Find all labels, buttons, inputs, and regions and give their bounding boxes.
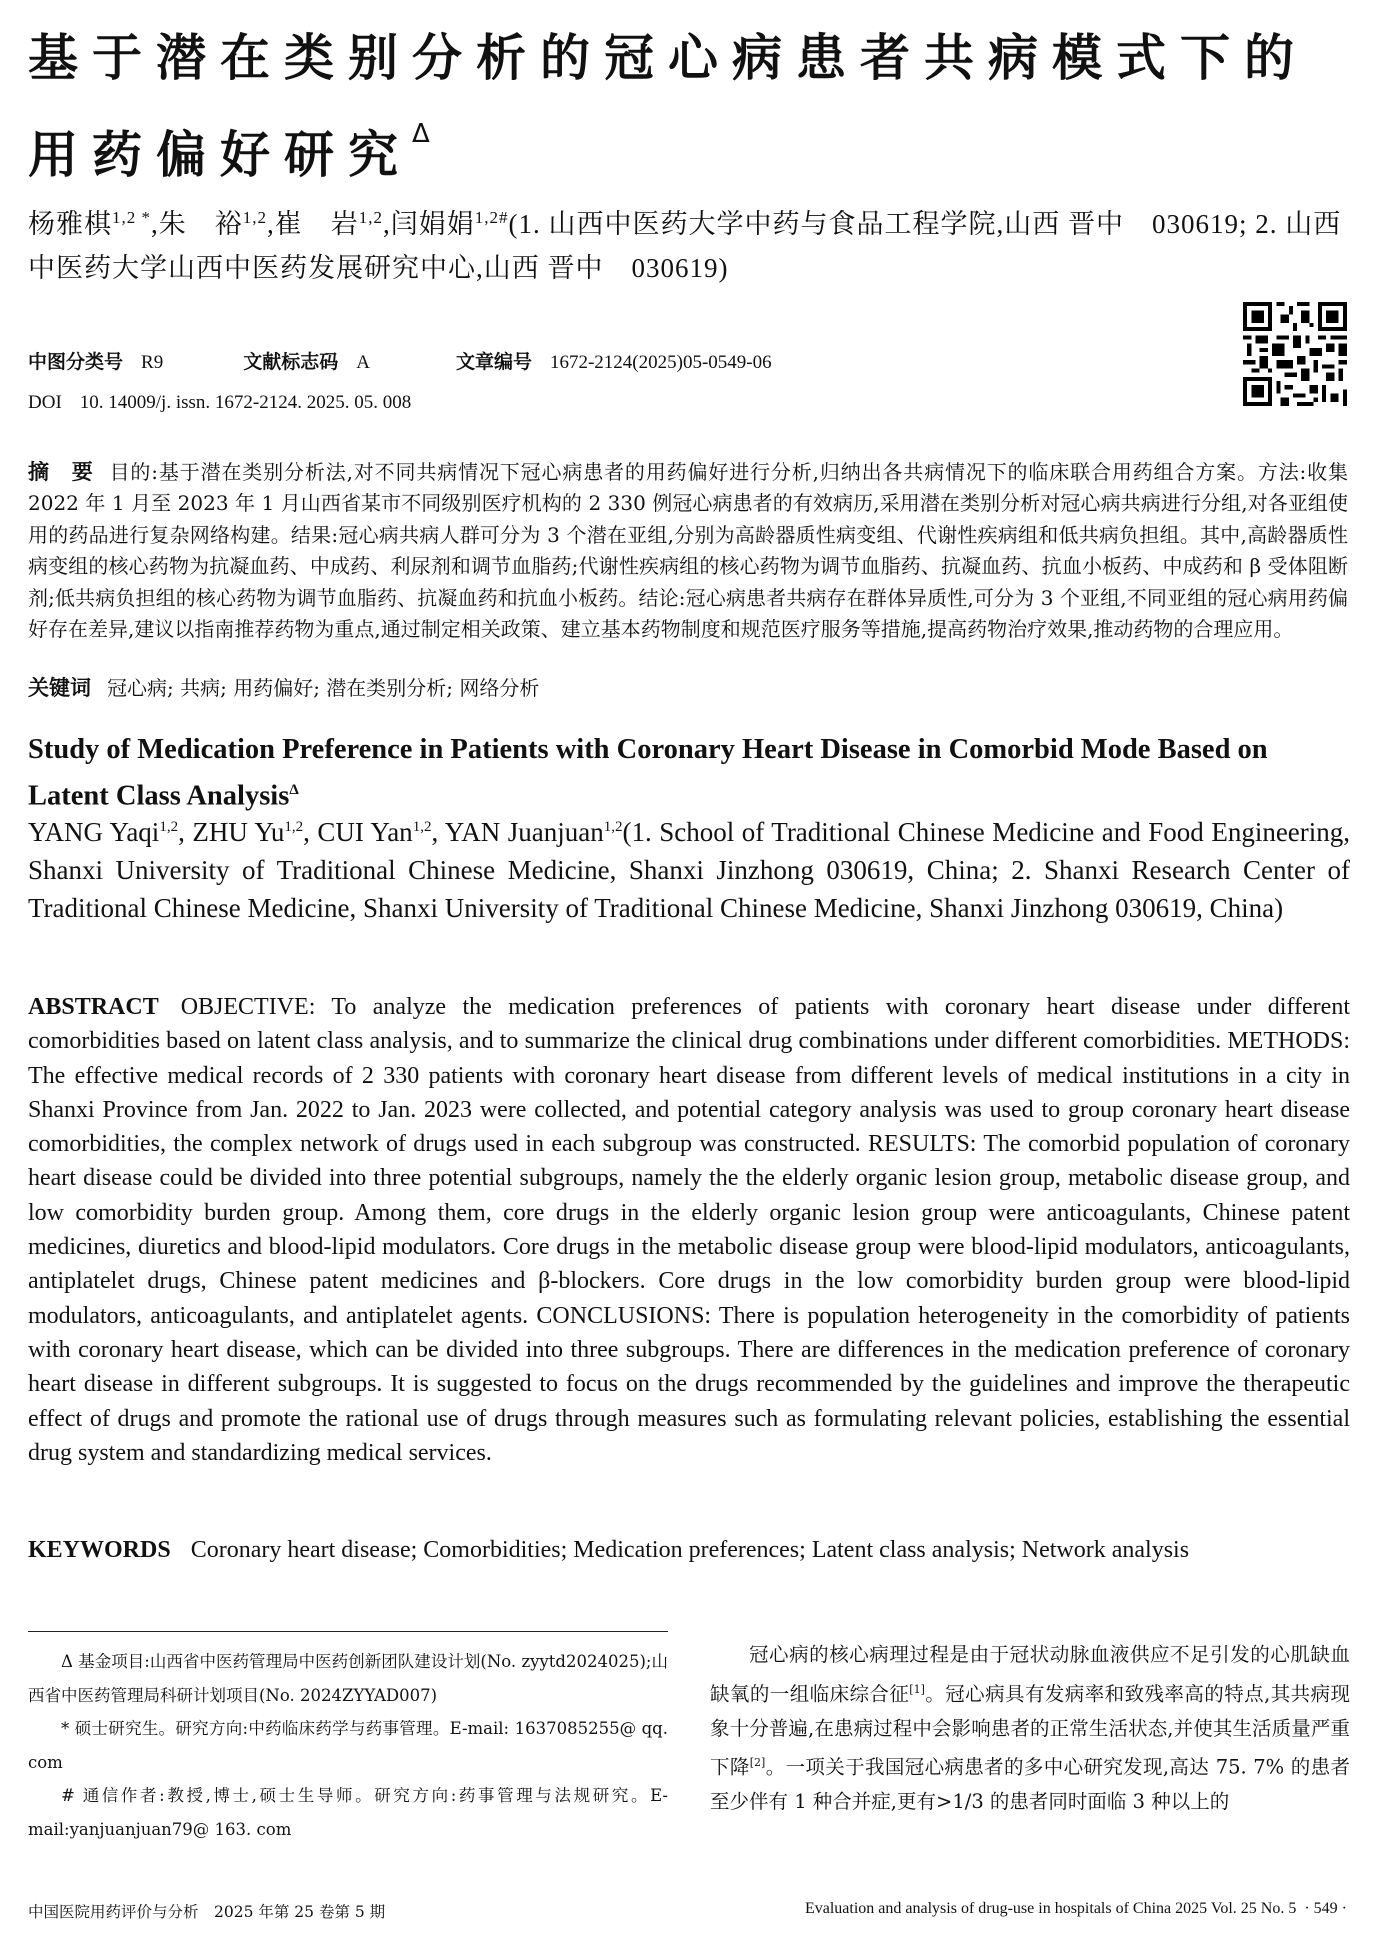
- article-meta: [28, 342, 772, 423]
- doc-code-label: 文献标志码: [243, 351, 339, 373]
- footnote-funding: Δ 基金项目:山西省中医药管理局中医药创新团队建设计划(No. zyytd2024025);山西省中医药管理局科研计划项目(No. 2024ZYYAD007): [28, 1652, 668, 1705]
- meta-line-1: [28, 342, 772, 383]
- affiliations-cn: (1. 山西中医药大学中药与食品工程学院,山西 晋中 030619; 2. 山西中医药大学山西中医药发展研究中心,山西 晋中 030619): [28, 209, 1342, 283]
- doi-label: DOI: [28, 392, 62, 413]
- keywords-cn: [28, 672, 539, 702]
- abstract-en: [28, 990, 1350, 1470]
- clc-label: 中图分类号: [28, 351, 124, 373]
- abstract-en-label: ABSTRACT: [28, 994, 159, 1020]
- meta-line-2: [28, 383, 772, 423]
- article-title-cn: [28, 20, 1358, 193]
- footnote-first-author: * 硕士研究生。研究方向:中药临床药学与药事管理。E-mail: 1637085255@ qq. com: [28, 1719, 668, 1772]
- article-no-value: 1672-2124(2025)05-0549-06: [549, 352, 772, 373]
- keywords-cn-label: 关键词: [28, 676, 91, 700]
- authors-affiliations-en: YANG Yaqi$^{1,2}$, ZHU Yu$^{1,2}$, CUI Yan$^{1,2}$, YAN Juanjuan$^{1,2}$(1. School of Traditional Chinese Medicine and Food Engineering, Shanxi University of Traditional Chinese Medicine, Shanxi Jinzhong 030619, China; 2. Shanxi Research Center of Traditional Chinese Medicine, Shanxi University of Traditional Chinese Medicine, Shanxi Jinzhong 030619, China): [28, 817, 1351, 923]
- body-text: [710, 1638, 1350, 1820]
- keywords-cn-text: 冠心病; 共病; 用药偏好; 潜在类别分析; 网络分析: [107, 676, 540, 700]
- qr-code: [1243, 302, 1347, 406]
- footnote-divider: [28, 1631, 668, 1632]
- citation-ref[interactable]: [2]: [749, 1756, 766, 1769]
- keywords-en-label: KEYWORDS: [28, 1537, 171, 1563]
- page-number: · 549 ·: [1304, 1900, 1347, 1917]
- authors-affiliations-cn: 杨雅棋$^{1,2 *}$,朱 裕$^{1,2}$,崔 岩$^{1,2}$,闫娟娟$^{1,2\#}$(1. 山西中医药大学中药与食品工程学院,山西 晋中 030619; 2. 山西中医药大学山西中医药发展研究中心,山西 晋中 030619): [28, 208, 1342, 283]
- doc-code-value: A: [356, 352, 370, 373]
- author-en: YAN Juanjuan$^{1,2}$: [444, 817, 623, 847]
- abstract-en-text: OBJECTIVE: To analyze the medication preferences of patients with coronary heart disease under different comorbidities based on latent class analysis, and to summarize the clinical drug combinations under different comorbidities. METHODS: The effective medical records of 2 330 patients with coronary heart disease from different levels of medical institutions in a city in Shanxi Province from Jan. 2022 to Jan. 2023 were collected, and potential category analysis was used to group coronary heart disease comorbidities, the complex network of drugs used in each subgroup was constructed. RESULTS: The comorbid population of coronary heart disease could be divided into three potential subgroups, namely the the elderly organic lesion group, metabolic disease group, and low comorbidity burden group. Among them, core drugs in the elderly organic lesion group were anticoagulants, Chinese patent medicines, diuretics and blood-lipid modulators. Core drugs in the metabolic disease group were blood-lipid modulators, anticoagulants, antiplatelet drugs, Chinese patent medicines and β-blockers. Core drugs in the low comorbidity burden group were blood-lipid modulators, anticoagulants, and antiplatelet agents. CONCLUSIONS: There is population heterogeneity in the comorbidity of patients with coronary heart disease, which can be divided into three subgroups. There are differences in the medication preference of coronary heart disease in different subgroups. It is suggested to focus on the drugs recommended by the guidelines and improve the therapeutic effect of drugs and promote the rational use of drugs through measures such as formulating relevant policies, establishing the essential drug system and standardizing medical services.: [28, 994, 1350, 1466]
- affiliations-en: (1. School of Traditional Chinese Medicine and Food Engineering, Shanxi University of Traditional Chinese Medicine, Shanxi Jinzhong 030619, China; 2. Shanxi Research Center of Traditional Chinese Medicine, Shanxi University of Traditional Chinese Medicine, Shanxi Jinzhong 030619, China): [28, 817, 1351, 923]
- author-cn: 崔 岩$^{1,2}$: [274, 208, 383, 239]
- abstract-cn: [28, 457, 1348, 645]
- keywords-en: [28, 1537, 1189, 1564]
- article-title-en: [28, 730, 1353, 817]
- article-no-label: 文章编号: [455, 351, 532, 373]
- author-en: CUI Yan$^{1,2}$: [317, 817, 432, 847]
- title-en-text: Study of Medication Preference in Patients with Coronary Heart Disease in Comorbid Mode Based on Latent Class Analysis: [28, 734, 1268, 812]
- body-paragraph: 冠心病的核心病理过程是由于冠状动脉血液供应不足引发的心肌缺血缺氧的一组临床综合征[1]。冠心病具有发病率和致残率高的特点,其共病现象十分普遍,在患病过程中会影响患者的正常生活状态,并使其生活质量严重下降[2]。一项关于我国冠心病患者的多中心研究发现,高达 75. 7% 的患者至少伴有 1 种合并症,更有>1/3 的患者同时面临 3 种以上的: [710, 1643, 1350, 1813]
- footnotes: [28, 1645, 668, 1846]
- citation-ref[interactable]: [1]: [909, 1682, 925, 1696]
- footer-journal-en: Evaluation and analysis of drug-use in hospitals of China 2025 Vol. 25 No. 5 · 549 ·: [804, 1900, 1347, 1917]
- abstract-cn-text: 目的:基于潜在类别分析法,对不同共病情况下冠心病患者的用药偏好进行分析,归纳出各共病情况下的临床联合用药组合方案。方法:收集 2022 年 1 月至 2023 年 1 月山西省某市不同级别医疗机构的 2 330 例冠心病患者的有效病历,采用潜在类别分析对冠心病共病进行分组,对各亚组使用的药品进行复杂网络构建。结果:冠心病共病人群可分为 3 个潜在亚组,分别为高龄器质性病变组、代谢性疾病组和低共病负担组。其中,高龄器质性病变组的核心药物为抗凝血药、中成药、利尿剂和调节血脂药;代谢性疾病组的核心药物为调节血脂药、抗凝血药、抗血小板药、中成药和 β 受体阻断剂;低共病负担组的核心药物为调节血脂药、抗凝血药和抗血小板药。结论:冠心病患者共病存在群体异质性,可分为 3 个亚组,不同亚组的冠心病用药偏好存在差异,建议以指南推荐药物为重点,通过制定相关政策、建立基本药物制度和规范医疗服务等措施,提高药物治疗效果,推动药物的合理应用。: [28, 460, 1348, 642]
- author-cn: 杨雅棋$^{1,2 *}$: [28, 208, 151, 239]
- clc-value: R9: [141, 352, 164, 373]
- footer-journal-cn: 中国医院用药评价与分析 2025 年第 25 卷第 5 期: [28, 1903, 386, 1921]
- author-cn: 闫娟娟$^{1,2\#}$: [390, 208, 509, 239]
- doi-value[interactable]: 10. 14009/j. issn. 1672-2124. 2025. 05. 008: [79, 392, 412, 413]
- author-en: YANG Yaqi$^{1,2}$: [28, 817, 179, 847]
- funding-mark-en: Δ: [289, 782, 299, 798]
- author-cn: 朱 裕$^{1,2}$: [158, 208, 267, 239]
- keywords-en-text: Coronary heart disease; Comorbidities; Medication preferences; Latent class analysis; Network analysis: [190, 1537, 1190, 1563]
- footnote-corresponding-author: # 通信作者:教授,博士,硕士生导师。研究方向:药事管理与法规研究。E-mail:yanjuanjuan79@ 163. com: [28, 1786, 668, 1839]
- funding-mark: Δ: [412, 119, 430, 149]
- abstract-cn-label: 摘 要: [28, 460, 94, 484]
- author-en: ZHU Yu$^{1,2}$: [192, 817, 304, 847]
- title-cn-text: 基于潜在类别分析的冠心病患者共病模式下的用药偏好研究: [28, 29, 1308, 184]
